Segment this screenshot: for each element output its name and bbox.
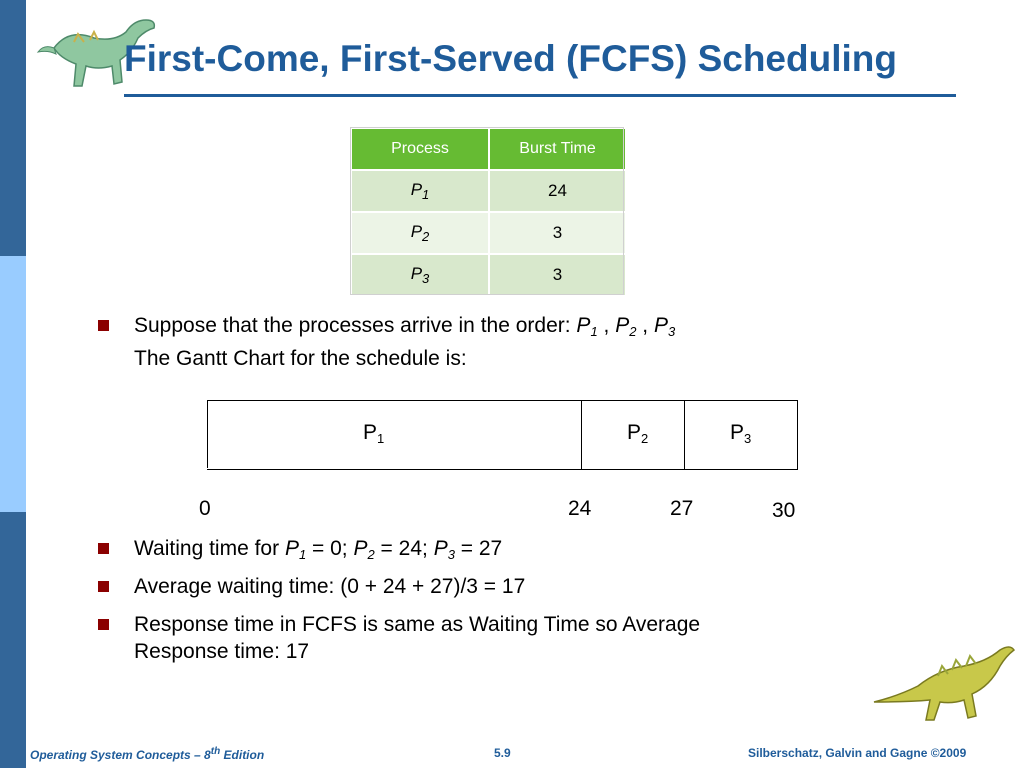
gantt-tick-label: 27 [670,497,694,520]
gantt-tick-label: 30 [772,499,796,522]
bullet-marker [98,619,109,630]
gantt-block-p1: $P_1$ [363,421,385,446]
sidebar-band-top [0,0,26,256]
gantt-divider [684,401,685,469]
dinosaur-logo-bottom-icon [868,636,1018,726]
process-table [350,127,627,297]
bullet-arrival-order: Suppose that the processes arrive in the order: $P_1$ , $P_2$ , $P_3$ The Gantt Chart for the schedule is: [134,314,676,370]
page-title: First-Come, First-Served (FCFS) Scheduling [124,38,897,79]
table-row [351,254,626,296]
gantt-block-p2: $P_2$ [627,421,649,446]
process-cell: $P_1$ [351,170,489,212]
gantt-divider [581,401,582,469]
bullet-average-waiting: Average waiting time: (0 + 24 + 27)/3 = 17 [134,575,526,598]
burst-cell: 24 [489,170,626,212]
footer-authors: Silberschatz, Galvin and Gagne ©2009 [748,746,967,760]
bullet-marker [98,581,109,592]
header-burst-time: Burst Time [489,128,626,170]
footer-page-number: 5.9 [494,746,511,760]
burst-cell: 3 [489,254,626,296]
bullet-marker [98,320,109,331]
process-cell: $P_3$ [351,254,489,296]
title-underline [124,94,956,97]
burst-cell: 3 [489,212,626,254]
bullet-waiting-time: Waiting time for $P_1 = 0$; $P_2 = 24$; $P_3 = 27$ [134,537,503,562]
process-cell: $P_2$ [351,212,489,254]
table-row [351,170,626,212]
bullet-response-time: Response time in FCFS is same as Waiting Time so Average Response time: 17 [134,613,701,663]
gantt-tick-label: 0 [199,497,211,520]
table-row [351,212,626,254]
gantt-block-p3: $P_3$ [730,421,752,446]
gantt-tick-label: 24 [568,497,592,520]
gantt-chart [207,400,798,470]
footer-book-title: Operating System Concepts – 8th Edition [30,746,265,762]
bullet-marker [98,543,109,554]
header-process: Process [351,128,489,170]
sidebar-band-middle [0,256,26,512]
sidebar-band-bottom [0,512,26,768]
